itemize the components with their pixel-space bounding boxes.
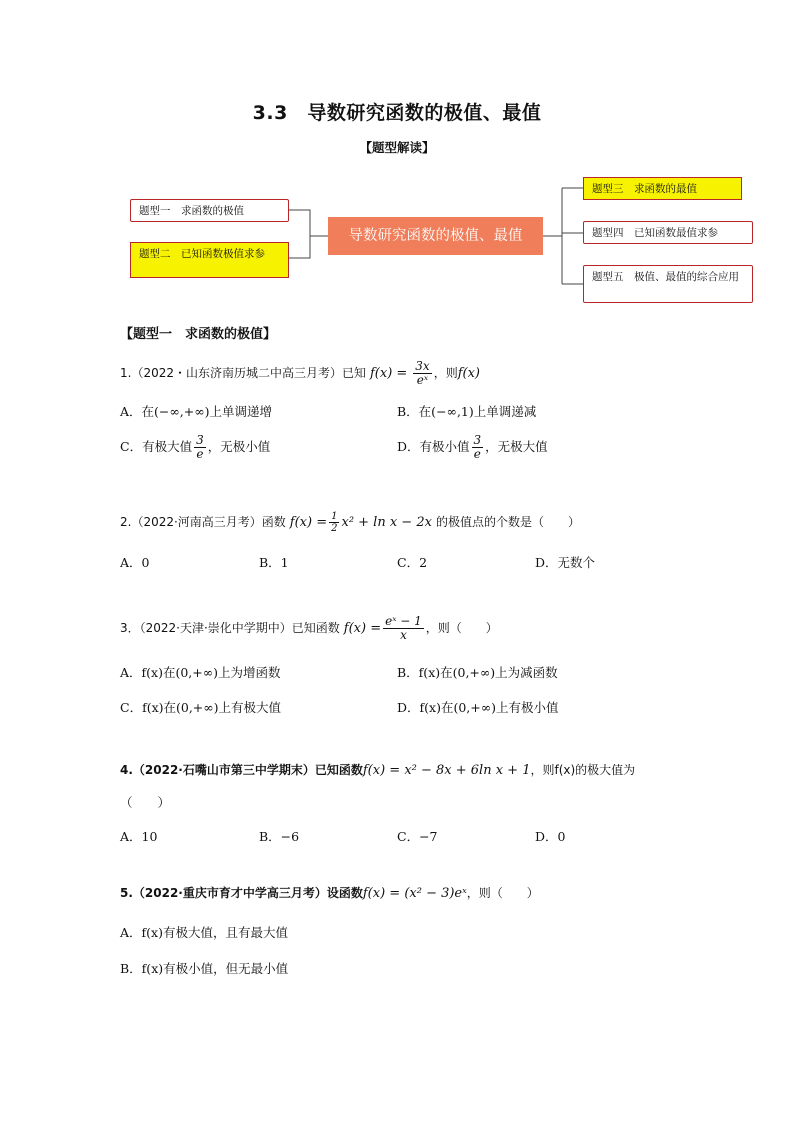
q5-suffix: ，则（ ） (466, 886, 539, 900)
q3-option-d: D．f(x)在(0,+∞)上有极小值 (397, 700, 559, 715)
q5-expr: f(x) = (x² − 3)eˣ (362, 886, 467, 901)
q5-prefix: 5.（2022·重庆市育才中学高三月考）设函数 (120, 886, 363, 900)
q1-fx: f(x) = (369, 366, 408, 381)
q3-frac-den: x (400, 628, 407, 642)
q3-option-c: C．f(x)在(0,+∞)上有极大值 (120, 700, 282, 715)
page-title: 3.3 导数研究函数的极值、最值 (252, 102, 542, 124)
q3-option-b: B．f(x)在(0,+∞)上为减函数 (397, 665, 558, 680)
q1-c-pre: C．有极大值 (120, 439, 193, 454)
q2-fx: f(x) = (289, 515, 328, 530)
q4-prefix: 4.（2022·石嘴山市第三中学期末）已知函数 (120, 763, 363, 777)
mindmap-node-type4: 题型四 已知函数最值求参 (583, 221, 753, 244)
q2-option-d: D．无数个 (535, 555, 596, 570)
q2-frac-num: 1 (331, 511, 338, 522)
q1-suffix-fx: f(x) (457, 366, 480, 381)
question-1 (120, 360, 480, 387)
q1-option-b: B．在(−∞,1)上单调递减 (397, 404, 537, 419)
q1-c-num: 3 (196, 433, 204, 447)
q3-prefix: 3．（2022·天津·崇化中学期中）已知函数 (120, 621, 340, 635)
q1-frac-den: eˣ (416, 373, 429, 387)
question-3 (120, 615, 498, 642)
q1-fraction (413, 360, 431, 387)
mindmap-center-node: 导数研究函数的极值、最值 (328, 217, 543, 255)
q1-d-den: e (473, 447, 481, 461)
q1-d-num: 3 (473, 433, 482, 447)
q3-suffix: ，则（ ） (425, 621, 498, 635)
q3-fraction (383, 615, 424, 642)
mindmap-node-type5: 题型五 极值、最值的综合应用 (583, 265, 753, 303)
mindmap-node-type1: 题型一 求函数的极值 (130, 199, 289, 222)
question-5 (120, 884, 539, 903)
q2-option-c: C．2 (397, 555, 428, 570)
q1-prefix: 1.（2022・山东济南历城二中高三月考）已知 (120, 366, 366, 380)
q1-c-fraction (194, 434, 206, 461)
q1-c-post: ，无极小值 (207, 439, 271, 454)
q4-option-b: B．−6 (259, 829, 300, 844)
question-2 (120, 511, 580, 534)
q2-option-a: A．0 (120, 555, 150, 570)
q3-frac-num: eˣ − 1 (385, 614, 422, 628)
q4-suffix: ，则f(x)的极大值为 (530, 763, 636, 777)
q4-paren: （ ） (120, 795, 171, 810)
q1-option-c (120, 434, 270, 461)
q3-option-a: A．f(x)在(0,+∞)上为增函数 (120, 665, 281, 680)
q2-prefix: 2.（2022·河南高三月考）函数 (120, 515, 286, 529)
q4-option-a: A．10 (120, 829, 158, 844)
section-heading: 【题型一 求函数的极值】 (120, 327, 277, 342)
q5-option-b: B．f(x)有极小值，但无最小值 (120, 961, 289, 976)
q1-frac-num: 3x (415, 359, 430, 373)
q4-option-d: D．0 (535, 829, 566, 844)
q4-option-c: C．−7 (397, 829, 438, 844)
mindmap-node-type3: 题型三 求函数的最值 (583, 177, 742, 200)
section-subtitle: 【题型解读】 (359, 140, 435, 155)
q5-option-a: A．f(x)有极大值，且有最大值 (120, 925, 288, 940)
q2-suffix: 的极值点的个数是（ ） (435, 515, 580, 529)
q2-expr: x² + ln x − 2x (341, 515, 432, 530)
mindmap-node-type2: 题型二 已知函数极值求参 (130, 242, 289, 278)
q1-suffix: ，则 (433, 366, 458, 380)
question-4 (120, 761, 635, 780)
q1-d-pre: D．有极小值 (397, 439, 470, 454)
q1-c-den: e (196, 447, 204, 461)
q3-fx: f(x) = (343, 621, 382, 636)
q4-expr: f(x) = x² − 8x + 6ln x + 1 (362, 763, 531, 778)
q2-frac-den: 2 (331, 523, 338, 534)
q2-fraction (329, 511, 339, 534)
q1-d-post: ，无极大值 (485, 439, 548, 454)
q1-option-d (397, 434, 548, 461)
q1-option-a: A．在(−∞,+∞)上单调递增 (120, 404, 273, 419)
q1-d-fraction (472, 434, 484, 461)
q2-option-b: B．1 (259, 555, 289, 570)
